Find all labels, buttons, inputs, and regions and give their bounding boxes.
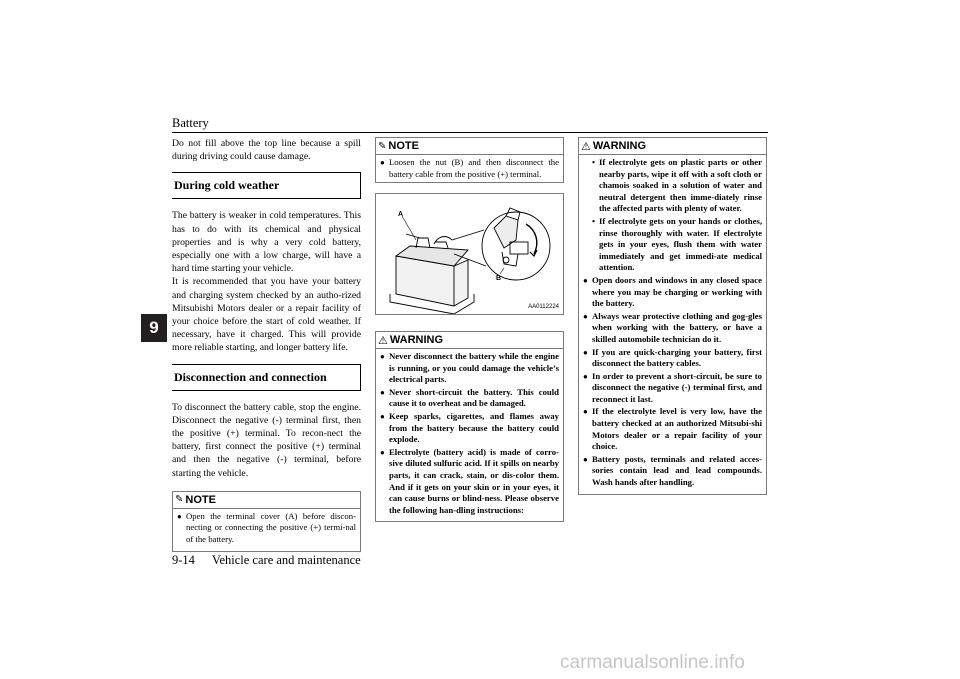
bullet-icon: ● — [380, 387, 385, 397]
warning-separator — [376, 348, 563, 349]
cold-weather-paragraph-2: It is recommended that you have your battery and charging system checked by an autho-rized Mitsubishi Motors dealer or a repair facility of your choice before the start of cold weather. If necessary, have it charged. This will provide more reliable starting, and longer battery life. — [172, 276, 361, 354]
warning-label: WARNING — [389, 334, 444, 346]
bullet-icon: ● — [583, 311, 588, 321]
warning-box-2 — [578, 137, 767, 495]
cold-weather-paragraph-1: The battery is weaker in cold temperatures. This has to do with its chemical and physical properties and is why a very cold battery, especially one with a low charge, will have a hard time starting your vehicle. — [172, 210, 361, 275]
bullet-icon: ● — [380, 352, 385, 361]
battery-terminal-illustration — [375, 193, 564, 315]
warning-label: WARNING — [592, 140, 647, 152]
warning-header — [376, 332, 563, 348]
bullet-icon: ● — [583, 347, 588, 357]
bullet-icon: ● — [380, 158, 385, 167]
intro-paragraph: Do not fill above the top line because a spill during driving could cause damage. — [172, 138, 361, 163]
warning-item: ● Never short-circuit the battery. This could cause it to overheat and be damaged. — [380, 386, 559, 409]
warning-box-1 — [375, 331, 564, 522]
section-heading-disconnection: Disconnection and connection — [172, 364, 361, 391]
note-header — [376, 138, 563, 154]
label-a: A — [398, 211, 404, 218]
bullet-icon: ● — [380, 411, 385, 421]
bullet-icon: ● — [177, 511, 182, 521]
warning-header — [579, 138, 766, 154]
warning-separator — [579, 154, 766, 155]
bullet-icon: ● — [380, 447, 385, 457]
warning-item: ● Battery posts, terminals and related acces-sories contain lead and lead compounds. Wash hands after handling. — [583, 453, 762, 488]
label-b: B — [496, 275, 502, 282]
pencil-check-icon: ✎ — [175, 494, 184, 506]
note-box-2 — [375, 137, 564, 183]
column-3 — [578, 137, 767, 495]
chapter-tab: 9 — [141, 314, 167, 342]
note-item: ● Open the terminal cover (A) before discon-necting or connecting the positive (+) termi-nal of the battery. — [177, 510, 356, 545]
bullet-icon: ● — [583, 454, 588, 464]
note-separator — [173, 508, 360, 509]
column-2 — [375, 137, 564, 183]
column-2-warning — [375, 331, 564, 522]
note-box-1 — [172, 491, 361, 552]
watermark-text: carmanualsonline.info — [560, 652, 745, 673]
warning-item: ● In order to prevent a short-circuit, be sure to disconnect the negative (-) terminal first, and reconnect it last. — [583, 370, 762, 404]
running-header-title: Battery — [172, 116, 209, 130]
illustration-code: AA0112224 — [528, 304, 559, 310]
disconnection-paragraph: To disconnect the battery cable, stop the engine. Disconnect the negative (-) terminal first, then the positive (+) terminal. To recon-nect the battery, first connect the positive (+) terminal and then the negative (-) terminal, before starting the vehicle. — [172, 401, 361, 479]
note-label: NOTE — [185, 493, 216, 506]
sub-bullet-icon: • — [592, 215, 596, 226]
pencil-check-icon: ✎ — [378, 140, 387, 152]
bullet-icon: ● — [583, 407, 588, 417]
warning-item: ● Never disconnect the battery while the engine is running, or you could damage the vehicle’s electrical parts. — [380, 351, 559, 385]
sub-bullet-icon: • — [592, 157, 596, 167]
warning-item: ● Open doors and windows in any closed space where you may be charging or working with the battery. — [583, 274, 762, 309]
bullet-icon: ● — [583, 371, 588, 381]
battery-diagram-svg — [376, 194, 563, 314]
section-heading-cold-weather: During cold weather — [172, 172, 361, 199]
warning-item: ● If the electrolyte level is very low, have the battery checked at an authorized Mitsubi-shi Motors dealer or a repair facility of your choice. — [583, 406, 762, 452]
note-separator — [376, 154, 563, 155]
page-footer — [172, 553, 361, 568]
page-number: 9-14 — [172, 553, 195, 567]
warning-triangle-icon: ⚠ — [581, 140, 591, 153]
bullet-icon: ● — [583, 275, 588, 285]
warning-sub-item: • If electrolyte gets on plastic parts or other nearby parts, wipe it off with a soft cloth or chamois soaked in a solution of water and neutral detergent then imme-diately rinse the affected parts with plenty of water. — [592, 157, 762, 214]
warning-item: ● Always wear protective clothing and gog-gles when working with the battery, or have a skilled automobile technician do it. — [583, 310, 762, 344]
chapter-name: Vehicle care and maintenance — [211, 553, 361, 567]
note-header — [173, 492, 360, 508]
warning-item: ● Keep sparks, cigarettes, and flames away from the battery because the battery could explode. — [380, 410, 559, 445]
warning-item: ● If you are quick-charging your battery, first disconnect the battery cables. — [583, 346, 762, 369]
warning-item: ● Electrolyte (battery acid) is made of corro-sive diluted sulfuric acid. If it spills on nearby parts, it can crack, stain, or dis-color them. And if it gets on your skin or in your eyes, it can cause burns or blind-ness. Please observe the following han-dling instructions: — [380, 446, 559, 515]
header-rule — [172, 132, 768, 133]
warning-triangle-icon: ⚠ — [378, 334, 388, 347]
note-item: ● Loosen the nut (B) and then disconnect the battery cable from the positive (+) terminal. — [380, 157, 559, 179]
warning-sub-item: • If electrolyte gets on your hands or clothes, rinse thoroughly with water. If electrolyte gets in your eyes, flush them with water immediately and get immedi-ate medical attention. — [592, 215, 762, 273]
column-1 — [172, 137, 361, 552]
note-label: NOTE — [388, 140, 419, 152]
